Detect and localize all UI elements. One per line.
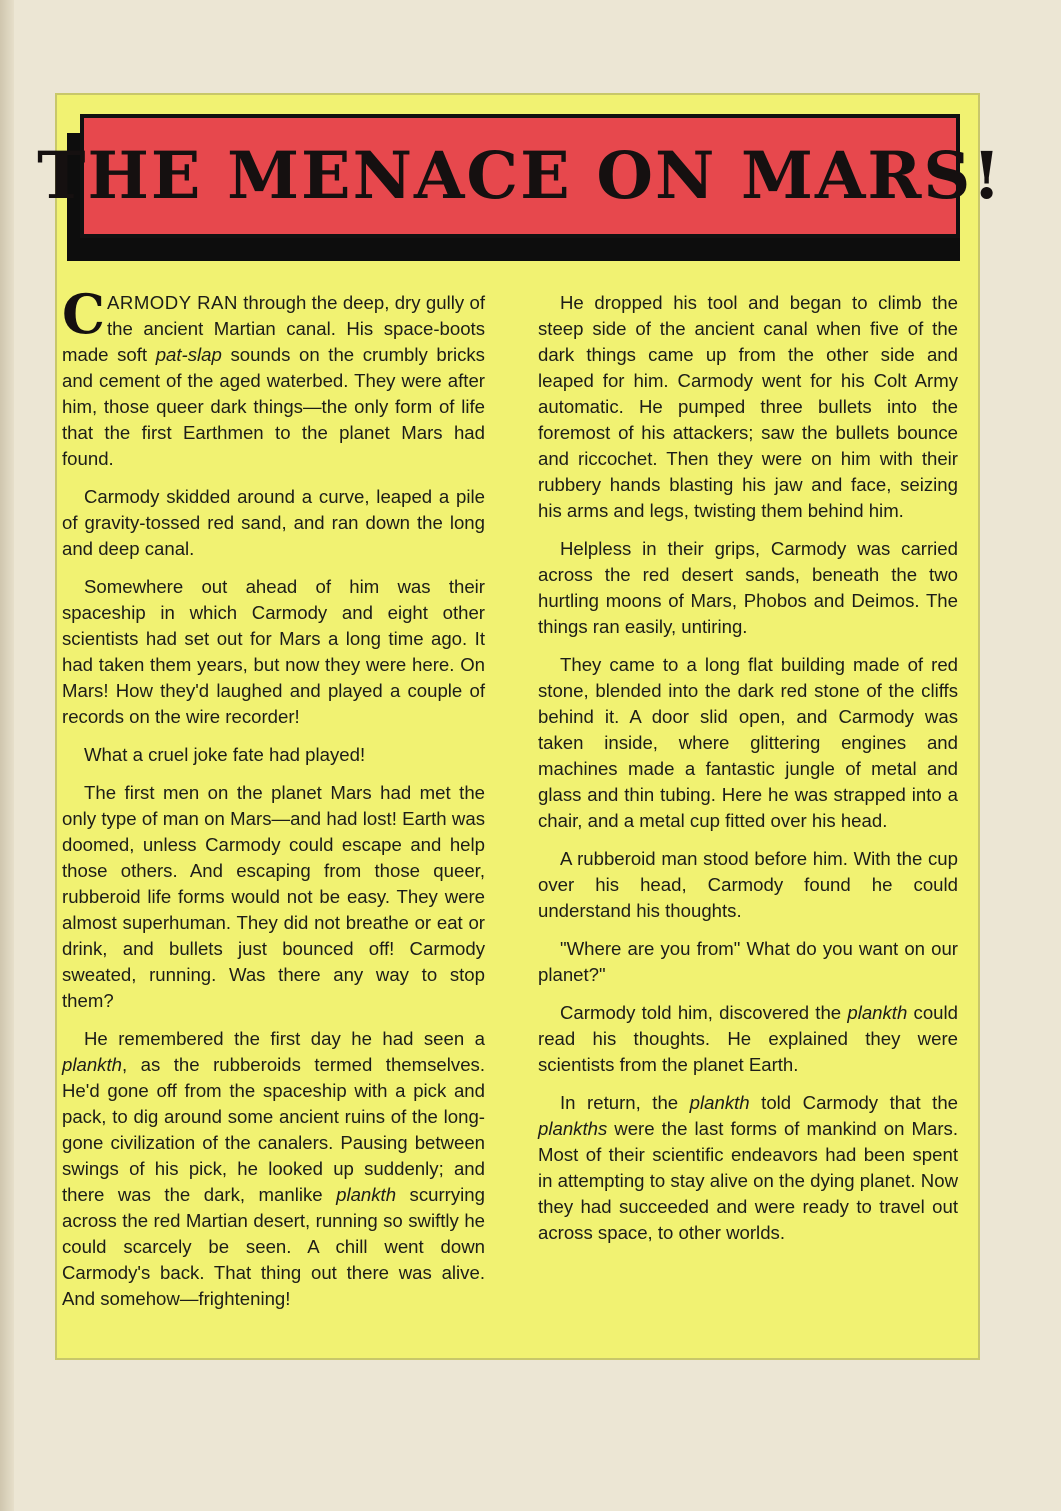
drop-cap: C	[62, 282, 105, 346]
paragraph: What a cruel joke fate had played!	[84, 744, 366, 765]
story-title: THE MENACE ON MARS!	[37, 138, 1003, 214]
paragraph: "Where are you from" What do you want on our planet?"	[538, 938, 958, 985]
lead-in-caps: ARMODY RAN	[106, 292, 238, 313]
page-binding-edge	[0, 0, 14, 1511]
paragraph: Carmody told him, discovered the plankth could read his thoughts. He explained they were scientists from the planet Earth.	[538, 1002, 958, 1075]
paragraph: They came to a long flat building made of red stone, blended into the dark red stone of the cliffs behind it. A door slid open, and Carmody was taken inside, where glittering engines and machines made a fantastic jungle of metal and glass and thin tubing. Here he was strapped into a chair, and a metal cup fitted over his head.	[538, 654, 958, 831]
right-text-column	[538, 290, 958, 1258]
paragraph: He remembered the first day he had seen a plankth, as the rubberoids termed themselves. He'd gone off from the spaceship with a pick and pack, to dig around some ancient ruins of the long-gone civilization of the canalers. Pausing between swings of his pick, he looked up suddenly; and there was the dark, manlike plankth scurrying across the red Martian desert, running so swiftly he could scarcely be seen. A chill went down Carmody's back. That thing out there was alive. And somehow—frightening!	[62, 1028, 485, 1309]
paragraph: Helpless in their grips, Carmody was carried across the red desert sands, beneath the two hurtling moons of Mars, Phobos and Deimos. The things ran easily, untiring.	[538, 538, 958, 637]
paragraph: The first men on the planet Mars had met the only type of man on Mars—and had lost! Earth was doomed, unless Carmody could escape and help those others. And escaping from those queer, rubberoid life forms would not be easy. They were almost superhuman. They did not breathe or eat or drink, and bullets just bounced off! Carmody sweated, running. Was there any way to stop them?	[62, 782, 485, 1011]
paragraph: Somewhere out ahead of him was their spaceship in which Carmody and eight other scientists had set out for Mars a long time ago. It had taken them years, but now they were here. On Mars! How they'd laughed and played a couple of records on the wire recorder!	[62, 576, 485, 727]
paragraph: He dropped his tool and began to climb the steep side of the ancient canal when five of the dark things came up from the other side and leaped for him. Carmody went for his Colt Army automatic. He pumped three bullets into the foremost of his attackers; saw the bullets bounce and riccochet. Then they were on him with their rubbery hands blasting his jaw and face, seizing his arms and legs, twisting them behind him.	[538, 292, 958, 521]
paragraph: In return, the plankth told Carmody that the plankths were the last forms of mankind on Mars. Most of their scientific endeavors had been spent in attempting to stay alive on the dying planet. Now they had succeeded and were ready to travel out across space, to other worlds.	[538, 1092, 959, 1243]
paragraph: CARMODY RAN through the deep, dry gully of the ancient Martian canal. His space-boots made soft pat-slap sounds on the crumbly bricks and cement of the aged waterbed. They were after him, those queer dark things—the only form of life that the first Earthmen to the planet Mars had found.	[62, 282, 485, 469]
title-banner	[37, 114, 1003, 238]
left-text-column	[62, 282, 485, 1324]
paragraph: Carmody skidded around a curve, leaped a pile of gravity-tossed red sand, and ran down the long and deep canal.	[62, 486, 485, 559]
paragraph: A rubberoid man stood before him. With the cup over his head, Carmody found he could understand his thoughts.	[538, 848, 958, 921]
